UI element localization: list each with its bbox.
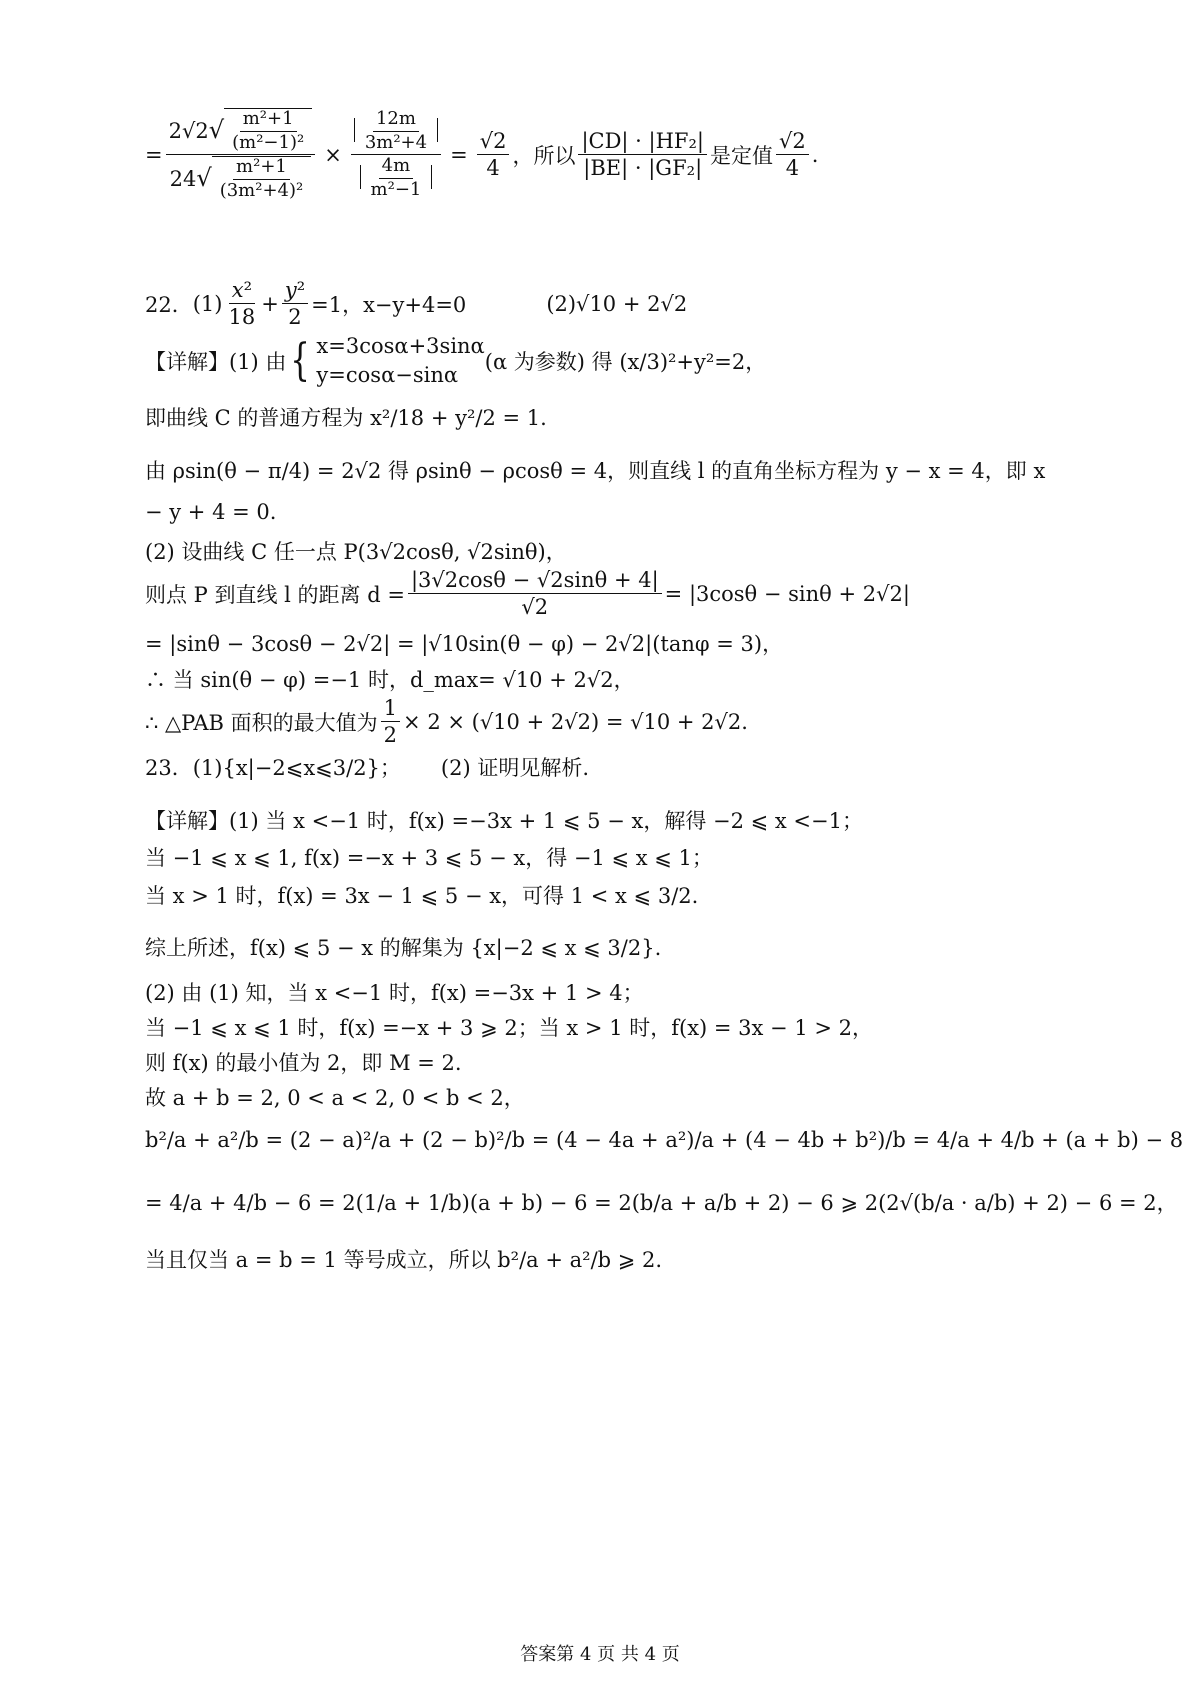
text-line: b²/a + a²/b = (2 − a)²/a + (2 − b)²/b = (4 − 4a + a²)/a + (4 − 4b + b²)/b = 4/a + 4/b + (a + b) − 8 bbox=[145, 1128, 1184, 1152]
text-line: 当 x > 1 时，f(x) = 3x − 1 ⩽ 5 − x，可得 1 < x ⩽ 3/2. bbox=[145, 884, 699, 908]
question-22-answer: 22． (1) $\frac{\text{x²}}{18}$ + $\frac{\text{y²}}{2}$ =1，x−y+4=0 (2)√10 + 2√2 bbox=[145, 278, 688, 330]
text-line: 故 a + b = 2, 0 < a < 2, 0 < b < 2， bbox=[145, 1086, 525, 1110]
equation-line-1: = 2√2 √ $\frac{\text{m²+1}}{\text{(m²−1)²}}$ 24 √ $\frac{\text{m²+1}}{\text{(3m²+4)²}}$ × $\frac{\frac{12m}{\text{3m²+4}}}{\frac{4m}{\text{m²−1}}}$ = $\frac{√2}{4}$ ，所以 $\frac{\text{|CD| · |HF₂|}}{\text{|BE| · |GF₂|}}$ 是定值 $\frac{√2}{4}$ . bbox=[145, 108, 819, 202]
text-line: 【详解】(1) 当 x <−1 时，f(x) =−3x + 1 ⩽ 5 − x，解得 −2 ⩽ x <−1； bbox=[145, 809, 863, 833]
text-line: 当 −1 ⩽ x ⩽ 1 时，f(x) =−x + 3 ⩾ 2；当 x > 1 时，f(x) = 3x − 1 > 2， bbox=[145, 1016, 873, 1040]
text-line: 综上所述，f(x) ⩽ 5 − x 的解集为 {x|−2 ⩽ x ⩽ 3/2}. bbox=[145, 936, 662, 960]
text-line: 当且仅当 a = b = 1 等号成立，所以 b²/a + a²/b ⩾ 2. bbox=[145, 1248, 663, 1272]
text-line: − y + 4 = 0. bbox=[145, 500, 277, 524]
text-line: 则 f(x) 的最小值为 2，即 M = 2. bbox=[145, 1051, 462, 1075]
text-line: = 4/a + 4/b − 6 = 2(1/a + 1/b)(a + b) − 6 = 2(b/a + a/b + 2) − 6 ⩾ 2(2√(b/a · a/b) + 2) − 6 = 2， bbox=[145, 1191, 1178, 1215]
distance-line: 则点 P 到直线 l 的距离 d = $\frac{|3√2\cos\theta - √2\sin\theta + 4|}{√2}$ = |3cosθ − sinθ + 2√2| bbox=[145, 568, 910, 620]
abs-fraction: $\frac{\frac{12m}{\text{3m²+4}}}{\frac{4m}{\text{m²−1}}}$ bbox=[351, 109, 441, 201]
text-line: 即曲线 C 的普通方程为 x²/18 + y²/2 = 1. bbox=[145, 406, 547, 430]
detail-22-1: 【详解】(1) 由 { x=3cosα+3sinα y=cosα−sinα (α 为参数) 得 (x/3)²+y²=2， bbox=[145, 334, 767, 388]
area-line: ∴ △PAB 面积的最大值为 $\frac{1}{2}$ × 2 × (√10 + 2√2) = √10 + 2√2. bbox=[145, 696, 748, 748]
text-line: 由 ρsin(θ − π/4) = 2√2 得 ρsinθ − ρcosθ = 4，则直线 l 的直角坐标方程为 y − x = 4，即 x bbox=[145, 459, 1046, 483]
big-fraction: 2√2 √ $\frac{\text{m²+1}}{\text{(m²−1)²}}$ 24 √ $\frac{\text{m²+1}}{\text{(3m²+4)²}}$ bbox=[166, 108, 316, 202]
text-line: (2) 设曲线 C 任一点 P(3√2cosθ, √2sinθ)， bbox=[145, 540, 567, 564]
text-line: = |sinθ − 3cosθ − 2√2| = |√10sin(θ − φ) − 2√2|(tanφ = 3)， bbox=[145, 632, 784, 656]
text-line: 当 −1 ⩽ x ⩽ 1, f(x) =−x + 3 ⩽ 5 − x，得 −1 ⩽ x ⩽ 1； bbox=[145, 846, 713, 870]
question-23-answer: 23． (1){x|−2⩽x⩽3/2}； (2) 证明见解析. bbox=[145, 756, 590, 780]
page-footer: 答案第 4 页 共 4 页 bbox=[520, 1644, 680, 1665]
text-line: ∴ 当 sin(θ − φ) =−1 时，d_max= √10 + 2√2， bbox=[145, 668, 635, 692]
text-line: (2) 由 (1) 知，当 x <−1 时，f(x) =−3x + 1 > 4； bbox=[145, 981, 644, 1005]
